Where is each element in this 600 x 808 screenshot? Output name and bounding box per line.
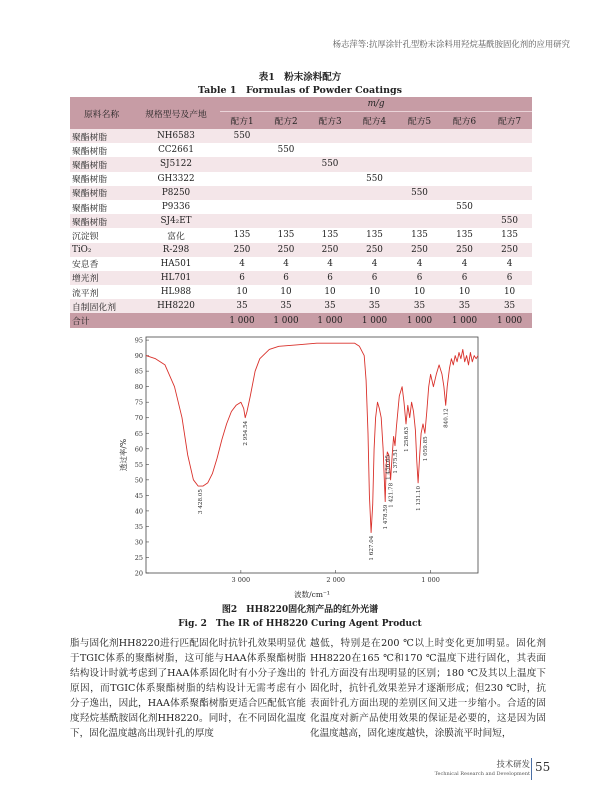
header-name: 原料名称 (70, 97, 132, 129)
cell-value (220, 172, 264, 186)
table-total-row (70, 313, 532, 327)
cell-value (442, 214, 487, 228)
cell-name: 聚酯树脂 (70, 186, 132, 200)
table-row (70, 285, 532, 299)
cell-value (264, 200, 308, 214)
cell-value: 135 (487, 228, 532, 242)
cell-value (264, 214, 308, 228)
cell-value: 10 (308, 285, 352, 299)
cell-value (352, 129, 397, 143)
journal-section-zh: 技术研发 (496, 759, 530, 769)
peak-label: 840.12 (443, 408, 450, 428)
cell-value: 550 (352, 172, 397, 186)
cell-value: 250 (220, 243, 264, 257)
y-tick-label: 60 (134, 445, 143, 454)
cell-value: 10 (487, 285, 532, 299)
cell-value: 135 (220, 228, 264, 242)
cell-spec: HA501 (132, 257, 220, 271)
cell-name: 聚酯树脂 (70, 200, 132, 214)
figure-caption-zh: 图2 HH8220固化剂产品的红外光谱 (221, 605, 379, 615)
y-tick-label: 35 (134, 522, 143, 531)
figure-caption-en: Fig. 2 The IR of HH8220 Curing Agent Product (178, 619, 422, 629)
table-row (70, 257, 532, 271)
cell-spec: 富化 (132, 228, 220, 242)
table-row (70, 243, 532, 257)
cell-spec (132, 313, 220, 327)
cell-value: 6 (264, 271, 308, 285)
cell-value: 550 (397, 186, 442, 200)
y-tick-label: 65 (134, 429, 143, 438)
cell-value: 250 (487, 243, 532, 257)
cell-value: 250 (308, 243, 352, 257)
cell-value: 1 000 (442, 313, 487, 327)
cell-spec: NH6583 (132, 129, 220, 143)
cell-value (352, 214, 397, 228)
cell-value: 35 (220, 299, 264, 313)
cell-name: 自制固化剂 (70, 299, 132, 313)
cell-value (352, 157, 397, 171)
cell-value: 6 (397, 271, 442, 285)
cell-name: 沉淀钡 (70, 228, 132, 242)
cell-spec: HL701 (132, 271, 220, 285)
cell-value (352, 186, 397, 200)
cell-name: 聚酯树脂 (70, 143, 132, 157)
cell-value: 35 (352, 299, 397, 313)
cell-value: 35 (397, 299, 442, 313)
cell-value: 4 (264, 257, 308, 271)
cell-name: 聚酯树脂 (70, 214, 132, 228)
cell-value (487, 200, 532, 214)
cell-value (220, 157, 264, 171)
y-tick-label: 40 (134, 507, 143, 516)
x-tick-label: 1 000 (421, 576, 440, 584)
cell-value: 10 (442, 285, 487, 299)
cell-value: 550 (442, 200, 487, 214)
cell-spec: SJ5122 (132, 157, 220, 171)
cell-value: 1 000 (397, 313, 442, 327)
peak-label: 2 954.54 (243, 420, 250, 446)
cell-value (220, 200, 264, 214)
cell-value (397, 172, 442, 186)
cell-spec: GH3322 (132, 172, 220, 186)
journal-section-en: Technical Research and Development (434, 771, 530, 777)
table-row (70, 172, 532, 186)
formula-table (70, 97, 532, 328)
cell-value: 4 (397, 257, 442, 271)
running-head: 杨志萍等:抗厚涂针孔型粉末涂料用羟烷基酰胺固化剂的应用研究 (332, 39, 570, 49)
peak-label: 1 258.63 (404, 426, 411, 452)
cell-value (308, 143, 352, 157)
header-formula-2: 配方2 (264, 112, 308, 130)
cell-value: 135 (397, 228, 442, 242)
cell-value (308, 200, 352, 214)
cell-value: 35 (264, 299, 308, 313)
cell-spec: P9336 (132, 200, 220, 214)
cell-value (442, 129, 487, 143)
cell-value: 10 (352, 285, 397, 299)
cell-name: 增光剂 (70, 271, 132, 285)
cell-value (487, 129, 532, 143)
cell-value: 4 (308, 257, 352, 271)
table-row (70, 299, 532, 313)
y-axis-label: 透过率/% (119, 438, 128, 472)
cell-value: 4 (487, 257, 532, 271)
peak-label: 1 059.85 (422, 436, 429, 462)
cell-value (487, 186, 532, 200)
cell-value (308, 214, 352, 228)
cell-value (220, 186, 264, 200)
table-row (70, 271, 532, 285)
table-row (70, 214, 532, 228)
table-row (70, 200, 532, 214)
cell-value (397, 200, 442, 214)
cell-value: 4 (220, 257, 264, 271)
cell-spec: P8250 (132, 186, 220, 200)
header-formula-4: 配方4 (352, 112, 397, 130)
table-row (70, 157, 532, 171)
cell-spec: R-298 (132, 243, 220, 257)
cell-value: 550 (487, 214, 532, 228)
cell-value (264, 157, 308, 171)
y-tick-label: 70 (134, 414, 143, 423)
cell-value: 550 (264, 143, 308, 157)
body-text-left: 脂与固化剂HH8220进行匹配固化时抗针孔效果明显优于TGIC体系的聚酯树脂，这可能与HAA体系聚酯树脂结构设计时就考虑到了HAA体系固化时有小分子逸出的原因，而TGIC体系聚酯树脂的结构设计无需考虑有小分子逸出，因此，HAA体系聚酯树脂更适合匹配低官能度羟烷基酰胺固化剂HH8220。同时，在不同固化温度下，固化温度越高出现针孔的厚度 (70, 638, 306, 739)
y-tick-label: 80 (134, 383, 143, 392)
cell-name: 聚酯树脂 (70, 157, 132, 171)
y-tick-label: 55 (134, 460, 143, 469)
cell-value (220, 143, 264, 157)
cell-value: 135 (264, 228, 308, 242)
cell-name: 安息香 (70, 257, 132, 271)
cell-name: 聚酯树脂 (70, 172, 132, 186)
y-tick-label: 90 (134, 352, 143, 361)
footer-divider (531, 758, 532, 780)
y-tick-label: 50 (134, 476, 143, 485)
cell-value (487, 157, 532, 171)
cell-value: 250 (442, 243, 487, 257)
cell-value (487, 172, 532, 186)
header-formula-1: 配方1 (220, 112, 264, 130)
y-tick-label: 85 (134, 367, 143, 376)
ir-spectrum-chart (118, 330, 488, 600)
cell-value: 135 (442, 228, 487, 242)
header-formula-5: 配方5 (397, 112, 442, 130)
cell-value (442, 172, 487, 186)
cell-value (397, 157, 442, 171)
cell-value: 10 (220, 285, 264, 299)
x-axis-label: 波数/cm⁻¹ (294, 590, 330, 599)
cell-value: 10 (397, 285, 442, 299)
cell-value: 1 000 (264, 313, 308, 327)
cell-name: 流平剂 (70, 285, 132, 299)
cell-value: 35 (442, 299, 487, 313)
cell-value (487, 143, 532, 157)
cell-name: TiO₂ (70, 243, 132, 257)
cell-value: 4 (442, 257, 487, 271)
peak-label: 1 421.78 (388, 482, 395, 508)
cell-value: 1 000 (487, 313, 532, 327)
cell-value: 1 000 (352, 313, 397, 327)
cell-value (264, 186, 308, 200)
cell-value (308, 129, 352, 143)
cell-value (264, 172, 308, 186)
cell-value: 10 (264, 285, 308, 299)
cell-value (442, 143, 487, 157)
cell-name: 聚酯树脂 (70, 129, 132, 143)
cell-value: 4 (352, 257, 397, 271)
table-row (70, 143, 532, 157)
cell-value: 6 (442, 271, 487, 285)
cell-value: 1 000 (220, 313, 264, 327)
header-formula-6: 配方6 (442, 112, 487, 130)
cell-value (397, 143, 442, 157)
y-tick-label: 45 (134, 491, 143, 500)
cell-value (308, 172, 352, 186)
cell-value: 250 (264, 243, 308, 257)
peak-label: 3 428.05 (198, 489, 205, 514)
cell-value: 35 (487, 299, 532, 313)
cell-value (308, 186, 352, 200)
cell-value: 550 (308, 157, 352, 171)
y-tick-label: 75 (134, 398, 143, 407)
cell-value: 135 (352, 228, 397, 242)
x-tick-label: 2 000 (326, 576, 346, 584)
table-caption-en: Table 1 Formulas of Powder Coatings (197, 85, 403, 96)
cell-value: 6 (308, 271, 352, 285)
cell-spec: HH8220 (132, 299, 220, 313)
cell-value (397, 129, 442, 143)
cell-value: 250 (397, 243, 442, 257)
cell-value (220, 214, 264, 228)
x-tick-label: 3 000 (231, 576, 251, 584)
cell-value: 1 000 (308, 313, 352, 327)
y-tick-label: 25 (134, 553, 143, 562)
cell-value (442, 186, 487, 200)
table-row (70, 129, 532, 143)
cell-spec: SJ4₂ET (132, 214, 220, 228)
cell-value (352, 200, 397, 214)
body-text-right: 越低，特别是在200 ℃以上时变化更加明显。固化剂HH8220在165 ℃和170 ℃温度下进行固化，其表面针孔方面没有出现明显的区别；180 ℃及其以上温度下固化时，抗针孔效果差异才逐渐形成；但230 ℃时，抗表面针孔方面出现的差别区间又进一步缩小。合适的固化温度对新产品使用效果的保证是必要的，这是因为固化温度越高，固化速度越快，涂膜流平时间短， (310, 638, 546, 739)
peak-label: 1 627.04 (369, 535, 376, 561)
peak-label: 1 478.59 (383, 504, 390, 530)
y-tick-label: 95 (134, 336, 143, 345)
cell-value: 35 (308, 299, 352, 313)
y-tick-label: 20 (134, 569, 143, 578)
y-tick-label: 30 (134, 538, 143, 547)
peak-label: 1 375.51 (392, 448, 399, 474)
header-formula-3: 配方3 (308, 112, 352, 130)
cell-name: 合计 (70, 313, 132, 327)
cell-spec: HL988 (132, 285, 220, 299)
header-unit: m/g (220, 97, 532, 112)
cell-value: 135 (308, 228, 352, 242)
cell-value: 250 (352, 243, 397, 257)
cell-value: 550 (220, 129, 264, 143)
cell-value (264, 129, 308, 143)
peak-label: 1 456.65 (385, 454, 392, 480)
header-formula-7: 配方7 (487, 112, 532, 130)
header-spec: 规格型号及产地 (132, 97, 220, 129)
journal-footer (435, 758, 530, 777)
peak-label: 1 131.10 (416, 485, 423, 511)
table-row (70, 186, 532, 200)
table-row (70, 228, 532, 242)
cell-value (352, 143, 397, 157)
table-caption-zh: 表1 粉末涂料配方 (258, 72, 342, 83)
cell-value: 6 (220, 271, 264, 285)
cell-value: 6 (352, 271, 397, 285)
page-number: 55 (535, 760, 551, 774)
cell-spec: CC2661 (132, 143, 220, 157)
cell-value (397, 214, 442, 228)
cell-value: 6 (487, 271, 532, 285)
cell-value (442, 157, 487, 171)
